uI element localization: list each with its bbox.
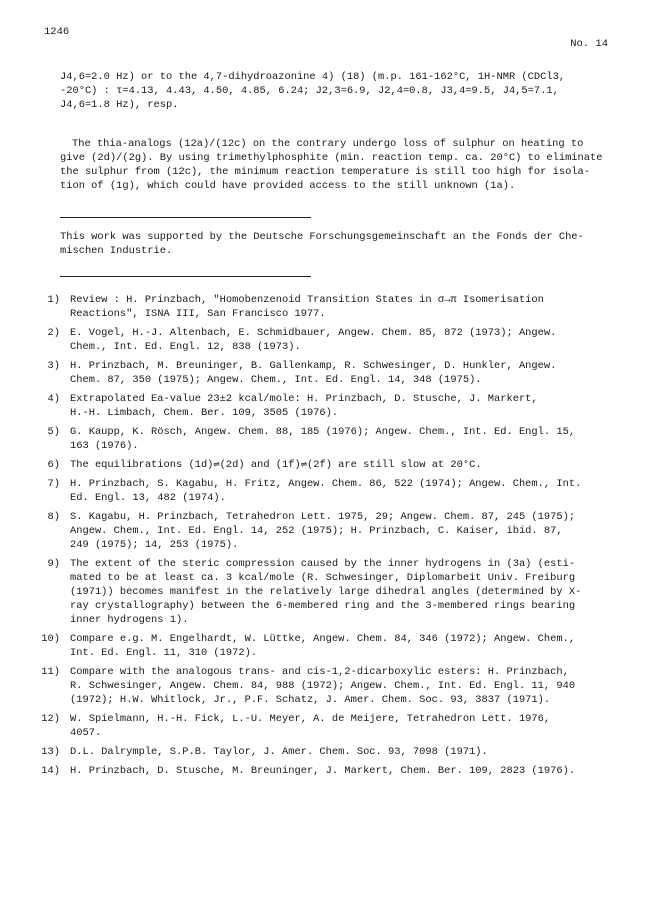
reference-line: Ed. Engl. 13, 482 (1974). [70, 492, 226, 504]
reference-line: The extent of the steric compression caused by the inner hydrogens in (3a) (esti- [70, 558, 576, 570]
reference-line: Review : H. Prinzbach, "Homobenzenoid Transition States in σ→π Isomerisation [70, 294, 544, 306]
separator-rule [60, 217, 311, 218]
reference-line: (1972); H.W. Whitlock, Jr., P.F. Schatz, J. Amer. Chem. Soc. 93, 3837 (1971). [70, 694, 551, 706]
reference-text [70, 665, 633, 707]
reference-number: 3) [47, 360, 60, 372]
reference-text [70, 557, 633, 627]
reference-line: inner hydrogens 1). [70, 614, 189, 626]
reference-line: H. Prinzbach, D. Stusche, M. Breuninger, J. Markert, Chem. Ber. 109, 2823 (1976). [70, 765, 576, 777]
reference-text [70, 632, 633, 660]
references-list [33, 293, 633, 783]
reference-item [33, 764, 633, 778]
reference-line: Angew. Chem., Int. Ed. Engl. 14, 252 (1975); H. Prinzbach, C. Kaiser, ibid. 87, [70, 525, 563, 537]
reference-line: 163 (1976). [70, 440, 139, 452]
body-line: tion of (1g), which could have provided access to the still unknown (1a). [60, 180, 516, 192]
separator-rule [60, 276, 311, 277]
reference-item [33, 359, 633, 387]
reference-item [33, 712, 633, 740]
reference-number: 4) [47, 393, 60, 405]
reference-line: ray crystallography) between the 6-membered ring and the 3-membered rings bearing [70, 600, 576, 612]
reference-text [70, 477, 633, 505]
body-line: -20°C) : τ=4.13, 4.43, 4.50, 4.85, 6.24; J2,3=6.9, J2,4=0.8, J3,4=9.5, J4,5=7.1, [60, 85, 559, 97]
reference-item [33, 326, 633, 354]
reference-line: (1971)) becomes manifest in the relatively large dihedral angles (determined by X- [70, 586, 582, 598]
reference-text [70, 359, 633, 387]
reference-line: Compare with the analogous trans- and cis-1,2-dicarboxylic esters: H. Prinzbach, [70, 666, 569, 678]
reference-item [33, 477, 633, 505]
reference-item [33, 557, 633, 627]
reference-text [70, 326, 633, 354]
reference-number: 12) [41, 713, 60, 725]
reference-number: 8) [47, 511, 60, 523]
reference-line: W. Spielmann, H.-H. Fick, L.-U. Meyer, A. de Meijere, Tetrahedron Lett. 1976, [70, 713, 551, 725]
reference-line: H.-H. Limbach, Chem. Ber. 109, 3505 (1976). [70, 407, 339, 419]
reference-item [33, 293, 633, 321]
reference-number: 10) [41, 633, 60, 645]
body-line: give (2d)/(2g). By using trimethylphosphite (min. reaction temp. ca. 20°C) to eliminate [60, 152, 603, 164]
reference-number: 9) [47, 558, 60, 570]
reference-line: E. Vogel, H.-J. Altenbach, E. Schmidbauer, Angew. Chem. 85, 872 (1973); Angew. [70, 327, 557, 339]
reference-line: D.L. Dalrymple, S.P.B. Taylor, J. Amer. Chem. Soc. 93, 7098 (1971). [70, 746, 488, 758]
reference-number: 2) [47, 327, 60, 339]
reference-line: Extrapolated Ea-value 23±2 kcal/mole: H. Prinzbach, D. Stusche, J. Markert, [70, 393, 538, 405]
reference-item [33, 745, 633, 759]
reference-text [70, 425, 633, 453]
body-line: J4,6=2.0 Hz) or to the 4,7-dihydroazonine 4) (18) (m.p. 161-162°C, 1H-NMR (CDCl3, [60, 71, 566, 83]
reference-item [33, 458, 633, 472]
reference-item [33, 632, 633, 660]
reference-text [70, 712, 633, 740]
reference-number: 5) [47, 426, 60, 438]
reference-number: 14) [41, 765, 60, 777]
reference-line: R. Schwesinger, Angew. Chem. 84, 988 (1972); Angew. Chem., Int. Ed. Engl. 11, 940 [70, 680, 576, 692]
reference-text [70, 510, 633, 552]
reference-line: 249 (1975); 14, 253 (1975). [70, 539, 239, 551]
body-paragraph-2 [60, 137, 620, 193]
reference-number: 13) [41, 746, 60, 758]
reference-line: H. Prinzbach, M. Breuninger, B. Gallenkamp, R. Schwesinger, D. Hunkler, Angew. [70, 360, 557, 372]
reference-number: 7) [47, 478, 60, 490]
ack-line: This work was supported by the Deutsche Forschungsgemeinschaft an the Fonds der Che- [60, 231, 584, 243]
reference-line: Reactions", ISNA III, San Francisco 1977. [70, 308, 326, 320]
reference-number: 11) [41, 666, 60, 678]
reference-text [70, 392, 633, 420]
reference-line: S. Kagabu, H. Prinzbach, Tetrahedron Lett. 1975, 29; Angew. Chem. 87, 245 (1975); [70, 511, 576, 523]
reference-item [33, 425, 633, 453]
reference-text [70, 764, 633, 778]
body-line: the sulphur from (12c), the minimum reaction temperature is still too high for isola- [60, 166, 591, 178]
reference-number: 6) [47, 459, 60, 471]
reference-line: mated to be at least ca. 3 kcal/mole (R. Schwesinger, Diplomarbeit Univ. Freiburg [70, 572, 576, 584]
reference-text [70, 293, 633, 321]
reference-line: G. Kaupp, K. Rösch, Angew. Chem. 88, 185 (1976); Angew. Chem., Int. Ed. Engl. 15, [70, 426, 576, 438]
issue-number: No. 14 [570, 38, 608, 50]
reference-line: Chem., Int. Ed. Engl. 12, 838 (1973). [70, 341, 301, 353]
reference-text [70, 458, 633, 472]
reference-line: Compare e.g. M. Engelhardt, W. Lüttke, Angew. Chem. 84, 346 (1972); Angew. Chem., [70, 633, 576, 645]
reference-line: 4057. [70, 727, 102, 739]
reference-number: 1) [47, 294, 60, 306]
page-number: 1246 [44, 26, 70, 38]
reference-line: Chem. 87, 350 (1975); Angew. Chem., Int. Ed. Engl. 14, 348 (1975). [70, 374, 482, 386]
reference-line: The equilibrations (1d)⇌(2d) and (1f)⇌(2f) are still slow at 20°C. [70, 459, 482, 471]
reference-item [33, 392, 633, 420]
reference-text [70, 745, 633, 759]
acknowledgement [60, 230, 620, 258]
reference-item [33, 510, 633, 552]
body-line: The thia-analogs (12a)/(12c) on the contrary undergo loss of sulphur on heating to [72, 138, 584, 150]
reference-item [33, 665, 633, 707]
body-line: J4,6=1.8 Hz), resp. [60, 99, 179, 111]
reference-line: H. Prinzbach, S. Kagabu, H. Fritz, Angew. Chem. 86, 522 (1974); Angew. Chem., Int. [70, 478, 582, 490]
ack-line: mischen Industrie. [60, 245, 173, 257]
reference-line: Int. Ed. Engl. 11, 310 (1972). [70, 647, 258, 659]
body-paragraph-1 [60, 70, 620, 112]
